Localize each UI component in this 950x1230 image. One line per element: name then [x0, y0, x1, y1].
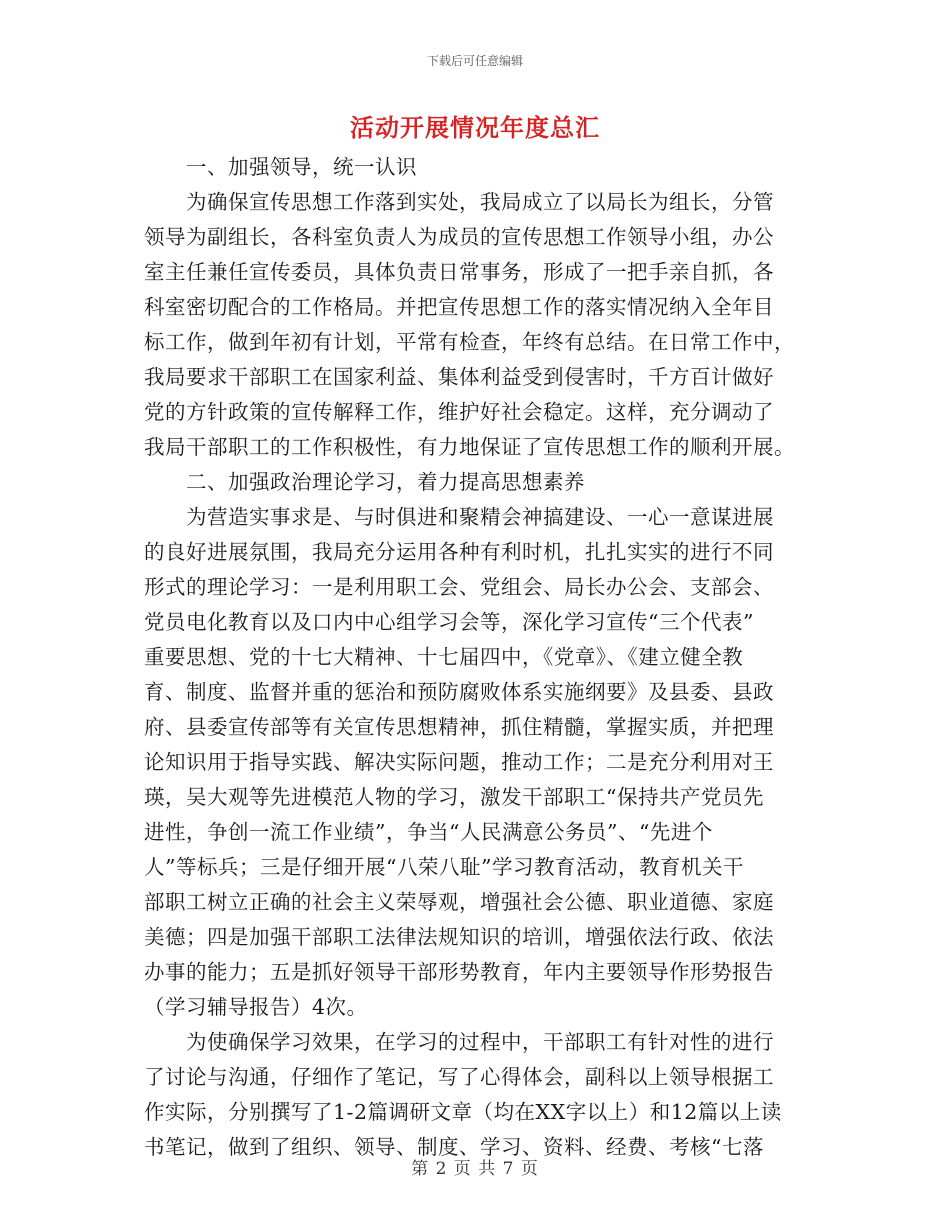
body-text-line: 党员电化教育以及口内中心组学习会等，深化学习宣传“三个代表” — [144, 610, 754, 634]
body-text-line: 美德；四是加强干部职工法律法规知识的培训，增强依法行政、依法 — [144, 925, 774, 949]
body-text-line: 一、加强领导，统一认识 — [186, 155, 417, 179]
body-text-line: 为营造实事求是、与时俱进和聚精会神搞建设、一心一意谋进展 — [186, 505, 774, 529]
body-text-line: 为使确保学习效果，在学习的过程中，干部职工有针对性的进行 — [186, 1030, 774, 1054]
body-text-line: 形式的理论学习：一是利用职工会、党组会、局长办公会、支部会、 — [144, 575, 774, 599]
body-text-line: 作实际，分别撰写了1-2篇调研文章（均在XX字以上）和12篇以上读 — [144, 1100, 782, 1124]
body-text-line: 办事的能力；五是抓好领导干部形势教育，年内主要领导作形势报告 — [144, 960, 774, 984]
body-text-line: 瑛，吴大观等先进模范人物的学习，激发干部职工“保持共产党员先 — [144, 785, 764, 809]
body-text-line: 领导为副组长，各科室负责人为成员的宣传思想工作领导小组，办公 — [144, 225, 774, 249]
body-text-line: 室主任兼任宣传委员，具体负责日常事务，形成了一把手亲自抓，各 — [144, 260, 774, 284]
body-text-line: 我局干部职工的工作积极性，有力地保证了宣传思想工作的顺利开展。 — [144, 435, 795, 459]
body-text-line: 标工作，做到年初有计划，平常有检查，年终有总结。在日常工作中， — [144, 330, 795, 354]
document-body — [144, 150, 808, 1165]
body-text-line: 二、加强政治理论学习，着力提高思想素养 — [186, 470, 585, 494]
body-text-line: 我局要求干部职工在国家利益、集体利益受到侵害时，千方百计做好 — [144, 365, 774, 389]
body-text-line: 育、制度、监督并重的惩治和预防腐败体系实施纲要》及县委、县政 — [144, 680, 774, 704]
body-text-line: 为确保宣传思想工作落到实处，我局成立了以局长为组长，分管 — [186, 190, 774, 214]
body-text-line: 论知识用于指导实践、解决实际问题，推动工作；二是充分利用对王 — [144, 750, 774, 774]
document-title: 活动开展情况年度总汇 — [350, 113, 600, 142]
body-text-line: 府、县委宣传部等有关宣传思想精神，抓住精髓，掌握实质，并把理 — [144, 715, 774, 739]
body-text-line: 科室密切配合的工作格局。并把宣传思想工作的落实情况纳入全年目 — [144, 295, 774, 319]
body-text-line: 了讨论与沟通，仔细作了笔记，写了心得体会，副科以上领导根据工 — [144, 1065, 774, 1089]
body-text-line: 进性，争创一流工作业绩”，争当“人民满意公务员”、“先进个 — [144, 820, 713, 844]
body-text-line: （学习辅导报告）4次。 — [144, 995, 368, 1019]
body-text-line: 的良好进展氛围，我局充分运用各种有利时机，扎扎实实的进行不同 — [144, 540, 774, 564]
body-text-line: 书笔记，做到了组织、领导、制度、学习、资料、经费、考核“七落 — [144, 1135, 764, 1159]
body-text-line: 部职工树立正确的社会主义荣辱观，增强社会公德、职业道德、家庭 — [144, 890, 774, 914]
page-header: 下载后可任意编辑 — [426, 54, 523, 68]
body-text-line: 党的方针政策的宣传解释工作，维护好社会稳定。这样，充分调动了 — [144, 400, 774, 424]
body-text-line: 人”等标兵；三是仔细开展“八荣八耻”学习教育活动，教育机关干 — [144, 855, 744, 879]
page-number: 第 2 页 共 7 页 — [411, 1159, 539, 1179]
body-text-line: 重要思想、党的十七大精神、十七届四中，《党章》、《建立健全教 — [144, 645, 744, 669]
